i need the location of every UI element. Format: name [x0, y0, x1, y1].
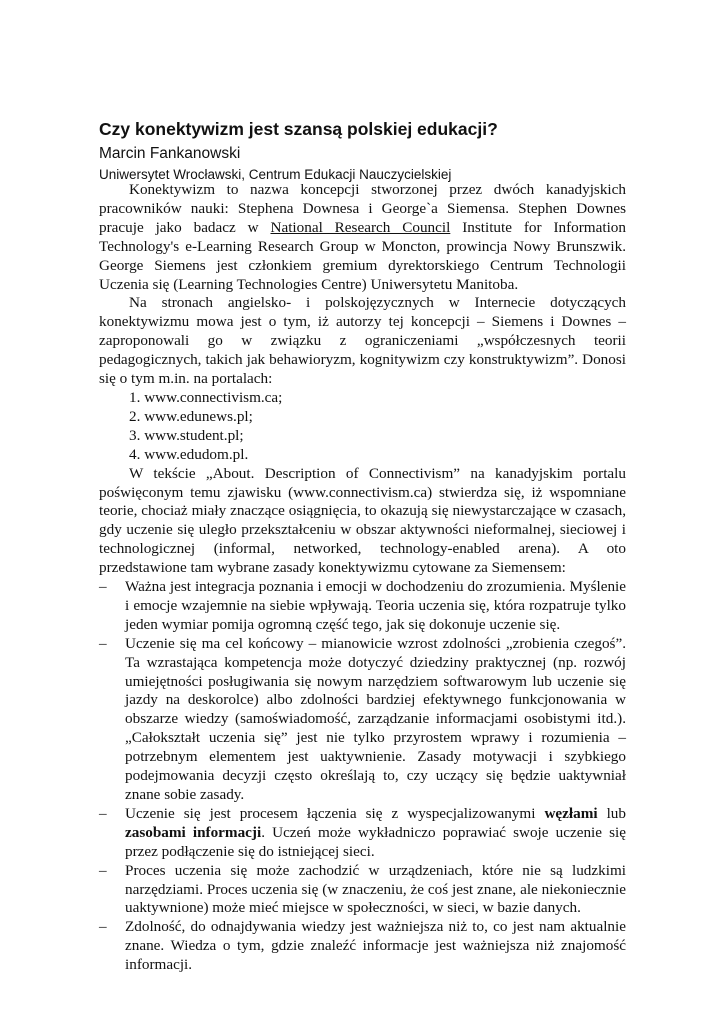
article-header: [99, 118, 629, 184]
dash-marker: –: [99, 918, 107, 936]
portal-list-item: 2. www.edunews.pl;: [129, 407, 253, 425]
principle-bold-nodes: węzłami: [544, 804, 598, 822]
article-title: Czy konektywizm jest szansą polskiej edukacji?: [99, 119, 498, 139]
national-research-council-link[interactable]: National Research Council: [270, 218, 451, 236]
principle-text: Uczenie się ma cel końcowy – mianowicie wzrost zdolności „zrobienia czegoś”. Ta wzrastająca kompetencja może dotyczyć dziedziny praktycznej (np. rozwój umiejętności posługiwania się nowym narzędziem softwarowym lub uczenie się jazdy na deskorolce) albo zdolności bardziej efektywnego funkcjonowania w obszarze wiedzy (samoświadomość, zarządzanie informacjami osobistymi itd.). „Całokształt uczenia się” jest nie tylko przyrostem wprawy i rozumienia – potrzebnym elementem jest uaktywnienie. Zasady motywacji i szybkiego podejmowania decyzji często określają to, czy uczący się będzie uaktywniał znane sobie zasady.: [125, 634, 626, 803]
portal-list-item: 4. www.edudom.pl.: [129, 445, 249, 463]
principle-item: [99, 862, 626, 919]
portal-list-item: 3. www.student.pl;: [129, 426, 244, 444]
principle-text: Ważna jest integracja poznania i emocji w dochodzeniu do zrozumienia. Myślenie i emocje wzajemnie na siebie wpływają. Teoria uczenia się, która rozpatruje tylko jeden wymiar pomija ogromną część tego, jak się dokonuje uczenie się.: [125, 578, 626, 633]
paragraph-about: W tekście „About. Description of Connectivism” na kanadyjskim portalu poświęconym temu zjawisku (www.connectivism.ca) stwierdza się, iż wspomniane teorie, chociaż miały znaczące osiągnięcia, to okazują się niewystarczające w czasach, gdy uczenie się uległo przekształceniu w obszar aktywności nieformalnej, sieciowej i technologicznej (informal, networked, technology-enabled arena). A oto przedstawione tam wybrane zasady konektywizmu cytowane za Siemensem:: [99, 464, 626, 577]
principle-item: [99, 578, 626, 635]
principle-item: [99, 635, 626, 805]
principles-list: [99, 578, 626, 975]
dash-marker: –: [99, 861, 107, 879]
paragraph-portals: Na stronach angielsko- i polskojęzycznych w Internecie dotyczących konektywizmu mowa jest o tym, iż autorzy tej koncepcji – Siemens i Downes – zaproponowali go w związku z ograniczeniami „współczesnych teorii pedagogicznych, takich jak behawioryzm, kognitywizm czy konstruktywizm”. Donosi się o tym m.in. na portalach:: [99, 294, 626, 388]
principle-text-d: . Uczeń może wykładniczo poprawiać swoje uczenie się przez podłączenie się do istniejącej sieci.: [125, 823, 626, 860]
portal-list-item: 1. www.connectivism.ca;: [129, 388, 283, 406]
portal-list: [99, 389, 626, 465]
principle-bold-resources: zasobami informacji: [125, 823, 262, 841]
paragraph-intro-text-a: Konektywizm to nazwa koncepcji stworzonej przez dwóch kanadyjskich pracowników nauki: Stephena Downesa i George`a Siemensa. Stephen Downes pracuje jako badacz w: [99, 181, 626, 236]
principle-text: Zdolność, do odnajdywania wiedzy jest ważniejsza niż to, co jest nam aktualnie znane. Wiedza o tym, gdzie znaleźć informacje jest ważniejsza niż znajomość informacji.: [125, 918, 626, 974]
principle-text-or: lub: [597, 804, 626, 822]
author-name: Marcin Fankanowski: [99, 145, 241, 162]
paragraph-intro-text-b: Institute for Information Technology's e-Learning Research Group w Moncton, prowincja Nowy Brunszwik. George Siemens jest członkiem gremium dyrektorskiego Centrum Technologii Uczenia się (Learning Technologies Centre) Uniwersytetu Manitoba.: [99, 218, 626, 293]
dash-marker: –: [99, 804, 107, 822]
principle-text-a: Uczenie się jest procesem łączenia się z wyspecjalizowanymi: [125, 804, 545, 822]
author-affiliation: Uniwersytet Wrocławski, Centrum Edukacji Nauczycielskiej: [99, 167, 452, 182]
principle-text: Proces uczenia się może zachodzić w urządzeniach, które nie są ludzkimi narzędziami. Proces uczenia się (w znaczeniu, że coś jest znane, ale niekoniecznie uaktywnione) może mieć miejsce w społeczności, w sieci, w bazie danych.: [125, 861, 626, 917]
principle-item: [99, 805, 626, 862]
dash-marker: –: [99, 634, 107, 652]
dash-marker: –: [99, 578, 107, 596]
paragraph-intro: [99, 181, 626, 294]
principle-item: [99, 918, 626, 975]
article-body: [99, 181, 626, 975]
